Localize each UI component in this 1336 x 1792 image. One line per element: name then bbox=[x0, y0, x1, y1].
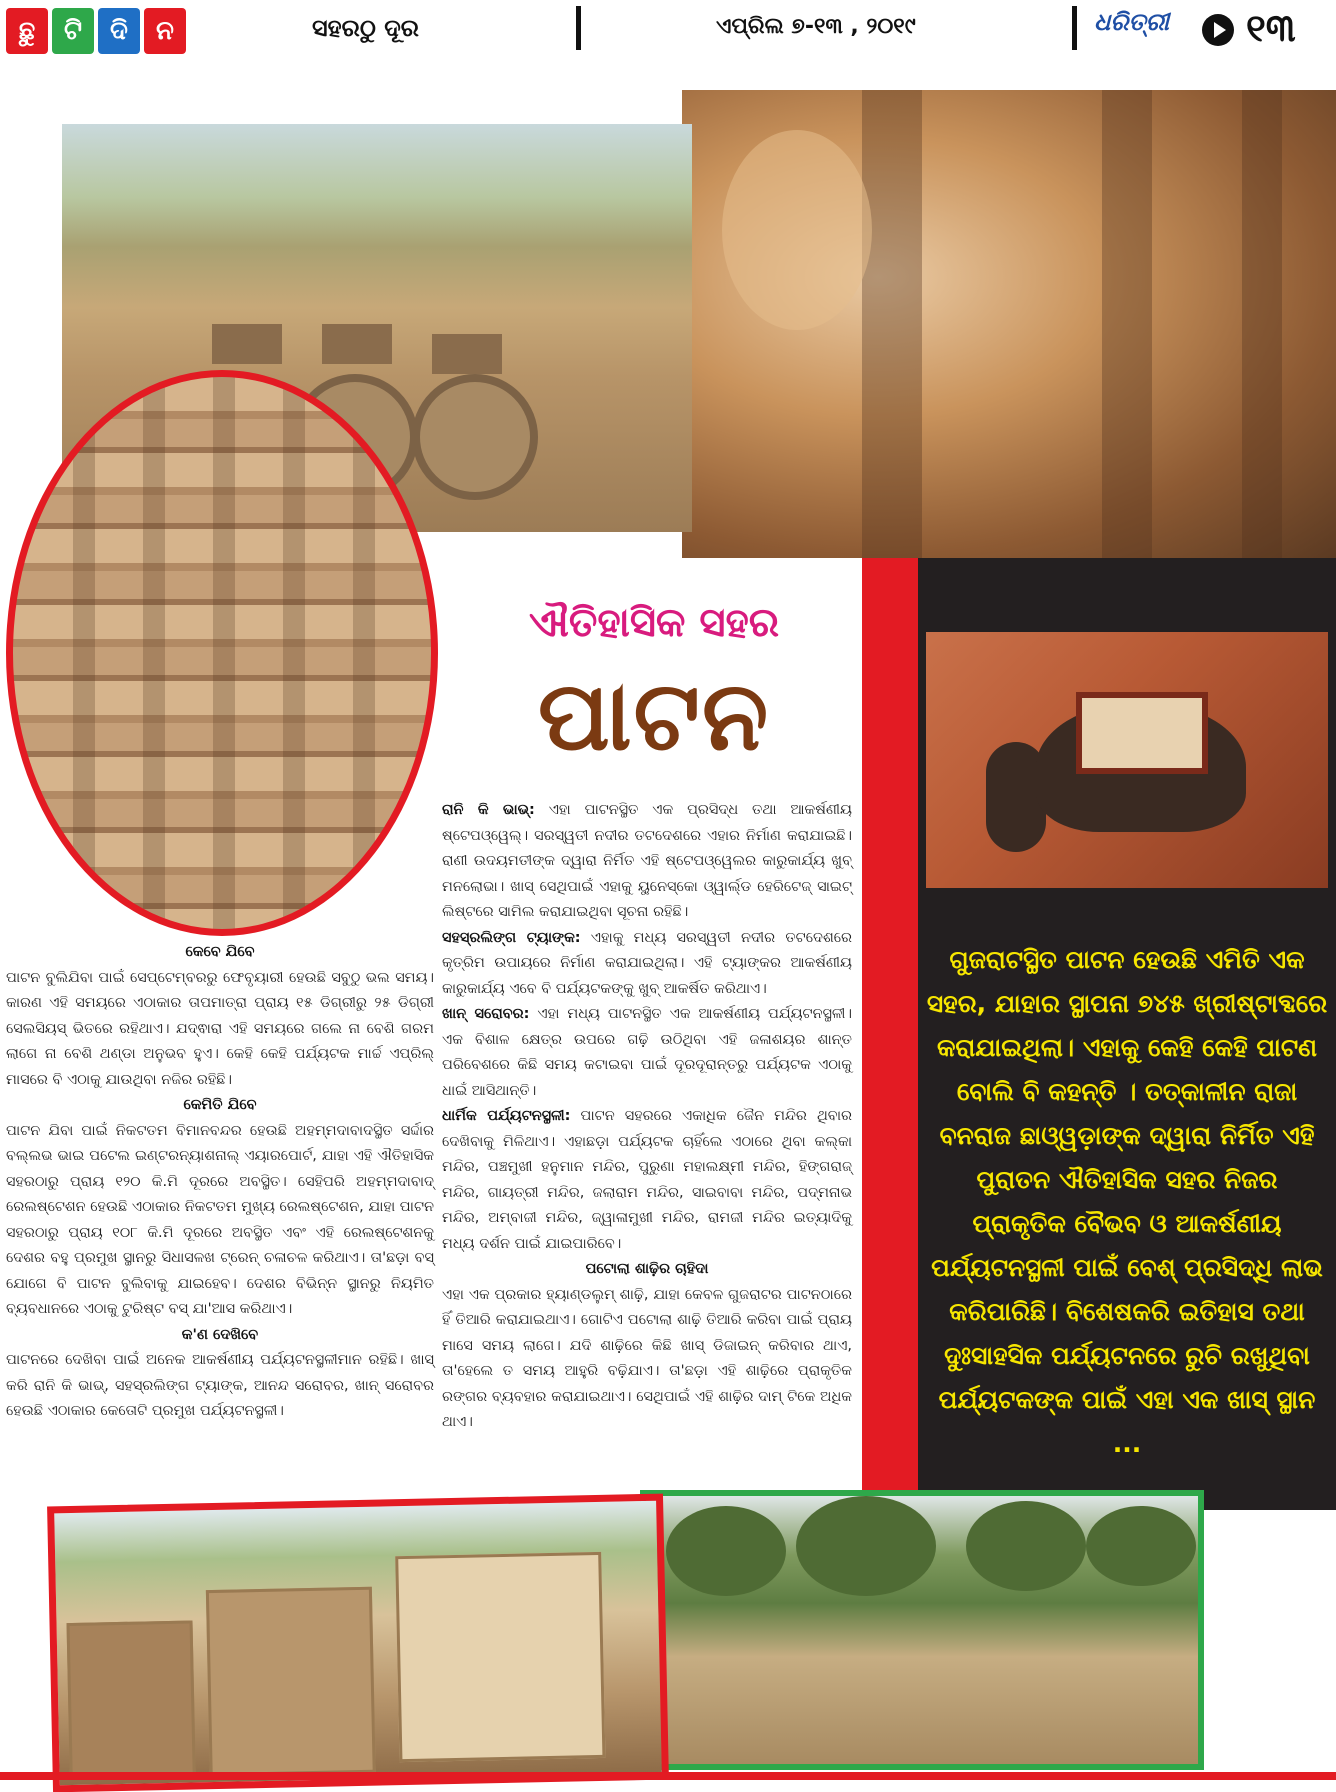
khan-sarovar-photo bbox=[640, 1490, 1204, 1770]
article-left-column bbox=[6, 940, 434, 1425]
headline-kicker: ଐତିହାସିକ ସହର bbox=[528, 600, 780, 646]
logo-letter-2: ଟି bbox=[52, 8, 94, 54]
section-body: ଏହା ଏକ ପ୍ରକାର ହ୍ୟାଣ୍ଡଲୁମ୍ ଶାଢ଼ି, ଯାହା କେବଳ ଗୁଜରାଟର ପାଟନଠାରେ ହିଁ ତିଆରି କରାଯାଇଥାଏ। ଗୋଟିଏ ପଟୋଲା ଶାଢ଼ି ତିଆରି କରିବା ପାଇଁ ପ୍ରାୟ ମାସେ ସମୟ ଲାଗେ। ଯଦି ଶାଢ଼ିରେ କିଛି ଖାସ୍ ଡିଜାଇନ୍ କରିବାର ଥାଏ, ତା'ହେଲେ ତ ସମୟ ଆହୁରି ବଢ଼ିଯାଏ। ତା'ଛଡ଼ା ଏହି ଶାଢ଼ିରେ ପ୍ରାକୃତିକ ରଙ୍ଗର ବ୍ୟବହାର କରାଯାଇଥାଏ। ସେଥିପାଇଁ ଏହି ଶାଢ଼ିର ଦାମ୍ ଟିକେ ଅଧିକ ଥାଏ। bbox=[442, 1286, 852, 1430]
logo-letter-3: ଦି bbox=[98, 8, 140, 54]
section-body: ପାଟନ ସହରରେ ଏକାଧିକ ଜୈନ ମନ୍ଦିର ଥିବାର ଦେଖିବାକୁ ମିଳିଥାଏ। ଏହାଛଡ଼ା ପର୍ଯ୍ୟଟକ ଚାହିଁଲେ ଏଠାରେ ଥିବା କଲ୍କା ମନ୍ଦିର, ପଞ୍ଚମୁଖୀ ହନୁମାନ ମନ୍ଦିର, ପୁରୁଣା ମହାଲକ୍ଷ୍ମୀ ମନ୍ଦିର, ହିଙ୍ଗରାଜ୍ ମନ୍ଦିର, ଗାୟତ୍ରୀ ମନ୍ଦିର, ଜଲାରାମ ମନ୍ଦିର, ସାଇବାବା ମନ୍ଦିର, ପଦ୍ମନାଭ ମନ୍ଦିର, ଅମ୍ବାଜୀ ମନ୍ଦିର, ଜ୍ୱାଳାମୁଖୀ ମନ୍ଦିର, ରାମଜୀ ମନ୍ଦିର ଇତ୍ୟାଦିକୁ ମଧ୍ୟ ଦର୍ଶନ ପାଇଁ ଯାଇପାରିବେ। bbox=[442, 1108, 852, 1252]
page-number: ୧୩ bbox=[1246, 6, 1296, 50]
section-body: ପାଟନରେ ଦେଖିବା ପାଇଁ ଅନେକ ଆକର୍ଷଣୀୟ ପର୍ଯ୍ୟଟନସ୍ଥଳୀମାନ ରହିଛି। ଖାସ୍ କରି ରାନି କି ଭାଭ୍, ସହସ୍ରଲିଙ୍ଗ ଟ୍ୟାଙ୍କ, ଆନନ୍ଦ ସରୋବର, ଖାନ୍ ସରୋବର ହେଉଛି ଏଠାକାର କେତୋଟି ପ୍ରମୁଖ ପର୍ଯ୍ୟଟନସ୍ଥଳୀ। bbox=[6, 1352, 434, 1419]
subheading: କେବେ ଯିବେ bbox=[185, 944, 255, 960]
section-term: ଧାର୍ମିକ ପର୍ଯ୍ୟଟନସ୍ଥଳୀ: bbox=[442, 1108, 571, 1124]
bottom-rule bbox=[0, 1772, 1336, 1780]
section-term: ଖାନ୍ ସରୋବର: bbox=[442, 1006, 530, 1022]
rani-ki-vav-circle-photo bbox=[6, 370, 438, 936]
header-divider-right bbox=[1072, 6, 1077, 50]
subheading: କ'ଣ ଦେଖିବେ bbox=[181, 1326, 259, 1343]
logo-letter-1: ଛୁ bbox=[6, 8, 48, 54]
issue-date: ଏପ୍ରିଲ ୭-୧୩ , ୨୦୧୯ bbox=[716, 14, 916, 39]
section-body: ଏହା ପାଟନସ୍ଥିତ ଏକ ପ୍ରସିଦ୍ଧ ତଥା ଆକର୍ଷଣୀୟ ଷ୍ଟେପଓ୍ୱେଲ୍। ସରସ୍ୱତୀ ନଦୀର ତଟଦେଶରେ ଏହାର ନିର୍ମାଣ କରାଯାଇଛି। ରାଣୀ ଉଦୟମତୀଙ୍କ ଦ୍ୱାରା ନିର୍ମିତ ଏହି ଷ୍ଟେପଓ୍ୱେଲର କାରୁକାର୍ଯ୍ୟ ଖୁବ୍ ମନଲୋଭା। ଖାସ୍ ସେଥିପାଇଁ ଏହାକୁ ୟୁନେସ୍କୋ ଓ୍ୱାର୍ଲ୍ଡ ହେରିଟେଜ୍ ସାଇଟ୍ ଲିଷ୍ଟରେ ସାମିଲ କରାଯାଇଥିବା ସୂଚନା ରହିଛି। bbox=[442, 802, 852, 920]
highlight-summary: ଗୁଜରାଟସ୍ଥିତ ପାଟନ ହେଉଛି ଏମିତି ଏକ ସହର, ଯାହାର ସ୍ଥାପନା ୭୪୫ ଖ୍ରୀଷ୍ଟାବ୍ଦରେ କରାଯାଇଥିଲା। ଏହାକୁ କେହି କେହି ପାଟଣ ବୋଲି ବି କହନ୍ତି । ତତ୍କାଳୀନ ରାଜା ବନରାଜ ଛାଓ୍ୱଡ଼ାଙ୍କ ଦ୍ୱାରା ନିର୍ମିତ ଏହି ପୁରାତନ ଐତିହାସିକ ସହର ନିଜର ପ୍ରାକୃତିକ ବୈଭବ ଓ ଆକର୍ଷଣୀୟ ପର୍ଯ୍ୟଟନସ୍ଥଳୀ ପାଇଁ ବେଶ୍ ପ୍ରସିଦ୍ଧି ଲାଭ କରିପାରିଛି। ବିଶେଷକରି ଇତିହାସ ତଥା ଦୁଃସାହସିକ ପର୍ଯ୍ୟଟନରେ ରୁଚି ରଖୁଥିବା ପର୍ଯ୍ୟଟକଙ୍କ ପାଇଁ ଏହା ଏକ ଖାସ୍ ସ୍ଥାନ ... bbox=[926, 945, 1328, 1458]
header-divider-left bbox=[576, 6, 581, 50]
stepwell-complex-photo bbox=[47, 1494, 669, 1792]
logo-letter-4: ନ bbox=[144, 8, 186, 54]
subheading: ପଟୋଲା ଶାଢ଼ିର ଚାହିଦା bbox=[585, 1261, 709, 1277]
section-term: ସହସ୍ରଲିଙ୍ଗ ଟ୍ୟାଙ୍କ: bbox=[442, 929, 581, 946]
page-headline: ପାଟନ bbox=[537, 660, 771, 772]
section-title: ସହରଠୁ ଦୂର bbox=[312, 14, 419, 42]
subheading: କେମିତି ଯିବେ bbox=[183, 1097, 257, 1113]
sculpture-photo bbox=[682, 90, 1336, 558]
section-body: ପାଟନ ବୁଲିଯିବା ପାଇଁ ସେପ୍ଟେମ୍ବରରୁ ଫେବୃୟାରୀ ହେଉଛି ସବୁଠୁ ଭଲ ସମୟ। କାରଣ ଏହି ସମୟରେ ଏଠାକାର ତାପମାତ୍ରା ପ୍ରାୟ ୧୫ ଡିଗ୍ରୀରୁ ୨୫ ଡିଗ୍ରୀ ସେଲସିୟସ୍ ଭିତରେ ରହିଥାଏ। ଯଦ୍ଵାରା ଏହି ସମୟରେ ଗଲେ ନା ବେଶି ଗରମ ଲାଗେ ନା ବେଶି ଥଣ୍ଡା ଅନୁଭବ ହୁଏ। କେହି କେହି ପର୍ଯ୍ୟଟକ ମାର୍ଚ୍ଚ ଏପ୍ରିଲ୍ ମାସରେ ବି ଏଠାକୁ ଯାଉଥିବା ନଜିର ରହିଛି। bbox=[6, 969, 434, 1088]
section-body: ଏହାକୁ ମଧ୍ୟ ସରସ୍ୱତୀ ନଦୀର ତଟଦେଶରେ କୃତ୍ରିମ ଉପାୟରେ ନିର୍ମାଣ କରାଯାଇଥିଲା। ଏହି ଟ୍ୟାଙ୍କର ଆକର୍ଷଣୀୟ କାରୁକାର୍ଯ୍ୟ ଏବେ ବି ପର୍ଯ୍ୟଟକଙ୍କୁ ଖୁବ୍ ଆକର୍ଷିତ କରିଥାଏ। bbox=[442, 929, 852, 997]
play-icon bbox=[1202, 14, 1234, 46]
patola-textile-photo bbox=[926, 632, 1328, 888]
section-body: ପାଟନ ଯିବା ପାଇଁ ନିକଟତମ ବିମାନବନ୍ଦର ହେଉଛି ଅହମ୍ମଦାବାଦସ୍ଥିତ ସର୍ଦ୍ଦାର ବଲ୍ଲଭ ଭାଇ ପଟେଲ ଇଣ୍ଟରନ୍ୟାଶନାଲ୍ ଏୟାରପୋର୍ଟ, ଯାହା ଏହି ଐତିହାସିକ ସହରଠାରୁ ପ୍ରାୟ ୧୨୦ କି.ମି ଦୂରରେ ଅବସ୍ଥିତ। ସେହିପରି ଅହମ୍ମଦାବାଦ୍ ରେଲଷ୍ଟେଶନ ହେଉଛି ଏଠାକାର ନିକଟତମ ମୁଖ୍ୟ ରେଲଷ୍ଟେଶନ, ଯାହା ପାଟନ ସହରଠାରୁ ପ୍ରାୟ ୧୦୮ କି.ମି ଦୂରରେ ଅବସ୍ଥିତ ଏବଂ ଏହି ରେଲଷ୍ଟେଶନକୁ ଦେଶର ବହୁ ପ୍ରମୁଖ ସ୍ଥାନରୁ ସିଧାସଳଖ ଟ୍ରେନ୍ ଚଳାଚଳ କରିଥାଏ। ତା'ଛଡ଼ା ବସ୍ ଯୋଗେ ବି ପାଟନ ବୁଲିବାକୁ ଯାଇହେବ। ଦେଶର ବିଭିନ୍ନ ସ୍ଥାନରୁ ନିୟମିତ ବ୍ୟବଧାନରେ ଏଠାକୁ ଟୁରିଷ୍ଟ ବସ୍ ଯା'ଆସ କରିଥାଏ। bbox=[6, 1122, 434, 1317]
section-body: ଏହା ମଧ୍ୟ ପାଟନସ୍ଥିତ ଏକ ଆକର୍ଷଣୀୟ ପର୍ଯ୍ୟଟନସ୍ଥଳୀ। ଏକ ବିଶାଳ କ୍ଷେତ୍ର ଉପରେ ଗଢ଼ି ଉଠିଥିବା ଏହି ଜଳାଶୟର ଶାନ୍ତ ପରିବେଶରେ କିଛି ସମୟ କଟାଇବା ପାଇଁ ଦୂରଦୂରାନ୍ତରୁ ପର୍ଯ୍ୟଟକ ଏଠାକୁ ଧାଇଁ ଆସିଥାନ୍ତି। bbox=[442, 1006, 852, 1099]
brand-logo: ଧରିତ୍ରୀ bbox=[1094, 8, 1169, 36]
page-header bbox=[0, 0, 1336, 62]
article-right-column bbox=[442, 798, 852, 1436]
section-term: ରାନି କି ଭାଭ୍: bbox=[442, 802, 535, 818]
